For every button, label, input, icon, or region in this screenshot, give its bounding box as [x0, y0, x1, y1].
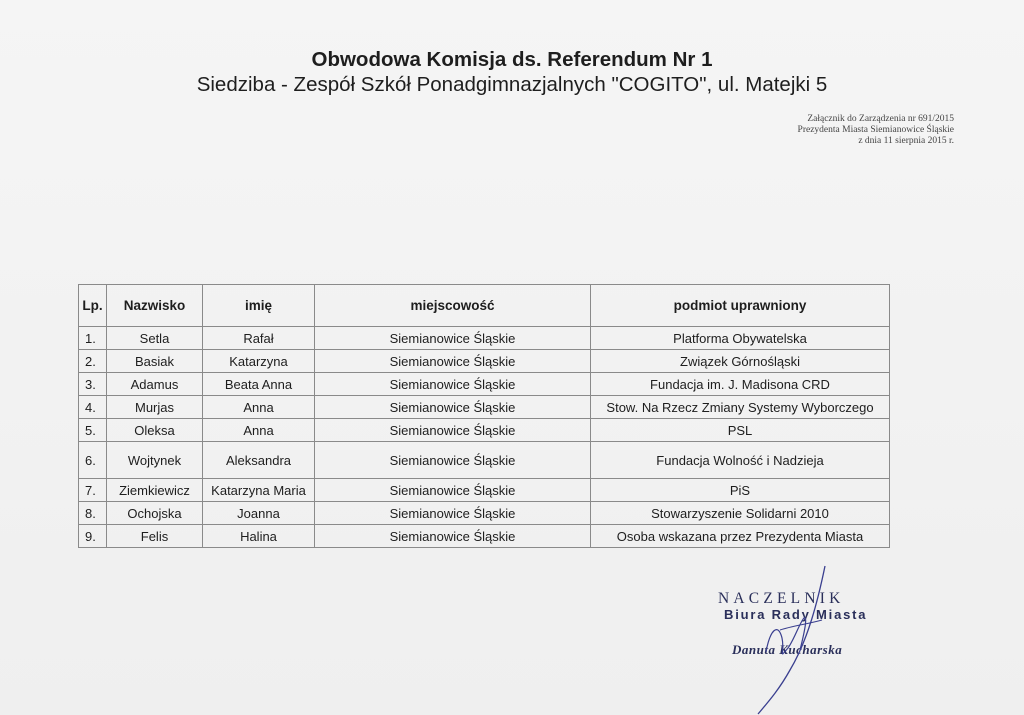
cell-name: Anna	[203, 419, 315, 442]
table-row	[79, 419, 890, 442]
table-row	[79, 479, 890, 502]
column-header-town: miejscowość	[315, 285, 591, 327]
signature-icon	[730, 560, 850, 715]
cell-name: Katarzyna	[203, 350, 315, 373]
stamp-office: Biura Rady Miasta	[724, 607, 868, 622]
cell-town: Siemianowice Śląskie	[315, 479, 591, 502]
cell-name: Beata Anna	[203, 373, 315, 396]
column-header-surname: Nazwisko	[107, 285, 203, 327]
annex-line: Prezydenta Miasta Siemianowice Śląskie	[797, 125, 954, 135]
cell-lp: 1.	[79, 327, 107, 350]
cell-town: Siemianowice Śląskie	[315, 350, 591, 373]
annex-line: Załącznik do Zarządzenia nr 691/2015	[807, 114, 954, 124]
cell-town: Siemianowice Śląskie	[315, 396, 591, 419]
cell-name: Aleksandra	[203, 442, 315, 479]
cell-town: Siemianowice Śląskie	[315, 525, 591, 548]
cell-town: Siemianowice Śląskie	[315, 373, 591, 396]
cell-entity: Stow. Na Rzecz Zmiany Systemy Wyborczego	[591, 396, 890, 419]
cell-surname: Felis	[107, 525, 203, 548]
cell-surname: Oleksa	[107, 419, 203, 442]
cell-town: Siemianowice Śląskie	[315, 442, 591, 479]
stamp-person: Danuta Kucharska	[732, 642, 843, 657]
cell-name: Halina	[203, 525, 315, 548]
cell-entity: PiS	[591, 479, 890, 502]
table-row	[79, 327, 890, 350]
cell-lp: 6.	[79, 442, 107, 479]
table-row	[79, 373, 890, 396]
cell-entity: PSL	[591, 419, 890, 442]
annex-note	[798, 114, 954, 147]
members-table	[78, 284, 890, 548]
stamp-title: NACZELNIK	[718, 590, 845, 607]
cell-entity: Osoba wskazana przez Prezydenta Miasta	[591, 525, 890, 548]
page-subtitle: Siedziba - Zespół Szkół Ponadgimnazjalnych "COGITO", ul. Matejki 5	[196, 73, 828, 96]
table-row	[79, 396, 890, 419]
column-header-entity: podmiot uprawniony	[591, 285, 890, 327]
cell-entity: Stowarzyszenie Solidarni 2010	[591, 502, 890, 525]
cell-name: Rafał	[203, 327, 315, 350]
cell-surname: Ochojska	[107, 502, 203, 525]
cell-surname: Setla	[107, 327, 203, 350]
cell-surname: Wojtynek	[107, 442, 203, 479]
cell-surname: Murjas	[107, 396, 203, 419]
annex-line: z dnia 11 sierpnia 2015 r.	[858, 136, 954, 146]
cell-lp: 7.	[79, 479, 107, 502]
cell-lp: 9.	[79, 525, 107, 548]
cell-town: Siemianowice Śląskie	[315, 327, 591, 350]
cell-surname: Adamus	[107, 373, 203, 396]
cell-entity: Związek Górnośląski	[591, 350, 890, 373]
column-header-lp: Lp.	[79, 285, 107, 327]
cell-lp: 2.	[79, 350, 107, 373]
column-header-name: imię	[203, 285, 315, 327]
cell-entity: Fundacja Wolność i Nadzieja	[591, 442, 890, 479]
table-row	[79, 350, 890, 373]
cell-name: Joanna	[203, 502, 315, 525]
cell-name: Anna	[203, 396, 315, 419]
cell-name: Katarzyna Maria	[203, 479, 315, 502]
table-header-row	[79, 285, 890, 327]
table-row	[79, 502, 890, 525]
table-row	[79, 442, 890, 479]
cell-entity: Platforma Obywatelska	[591, 327, 890, 350]
cell-town: Siemianowice Śląskie	[315, 502, 591, 525]
cell-lp: 5.	[79, 419, 107, 442]
table-row	[79, 525, 890, 548]
cell-town: Siemianowice Śląskie	[315, 419, 591, 442]
cell-lp: 4.	[79, 396, 107, 419]
cell-surname: Basiak	[107, 350, 203, 373]
cell-lp: 3.	[79, 373, 107, 396]
page-title: Obwodowa Komisja ds. Referendum Nr 1	[311, 48, 713, 71]
cell-surname: Ziemkiewicz	[107, 479, 203, 502]
cell-entity: Fundacja im. J. Madisona CRD	[591, 373, 890, 396]
cell-lp: 8.	[79, 502, 107, 525]
